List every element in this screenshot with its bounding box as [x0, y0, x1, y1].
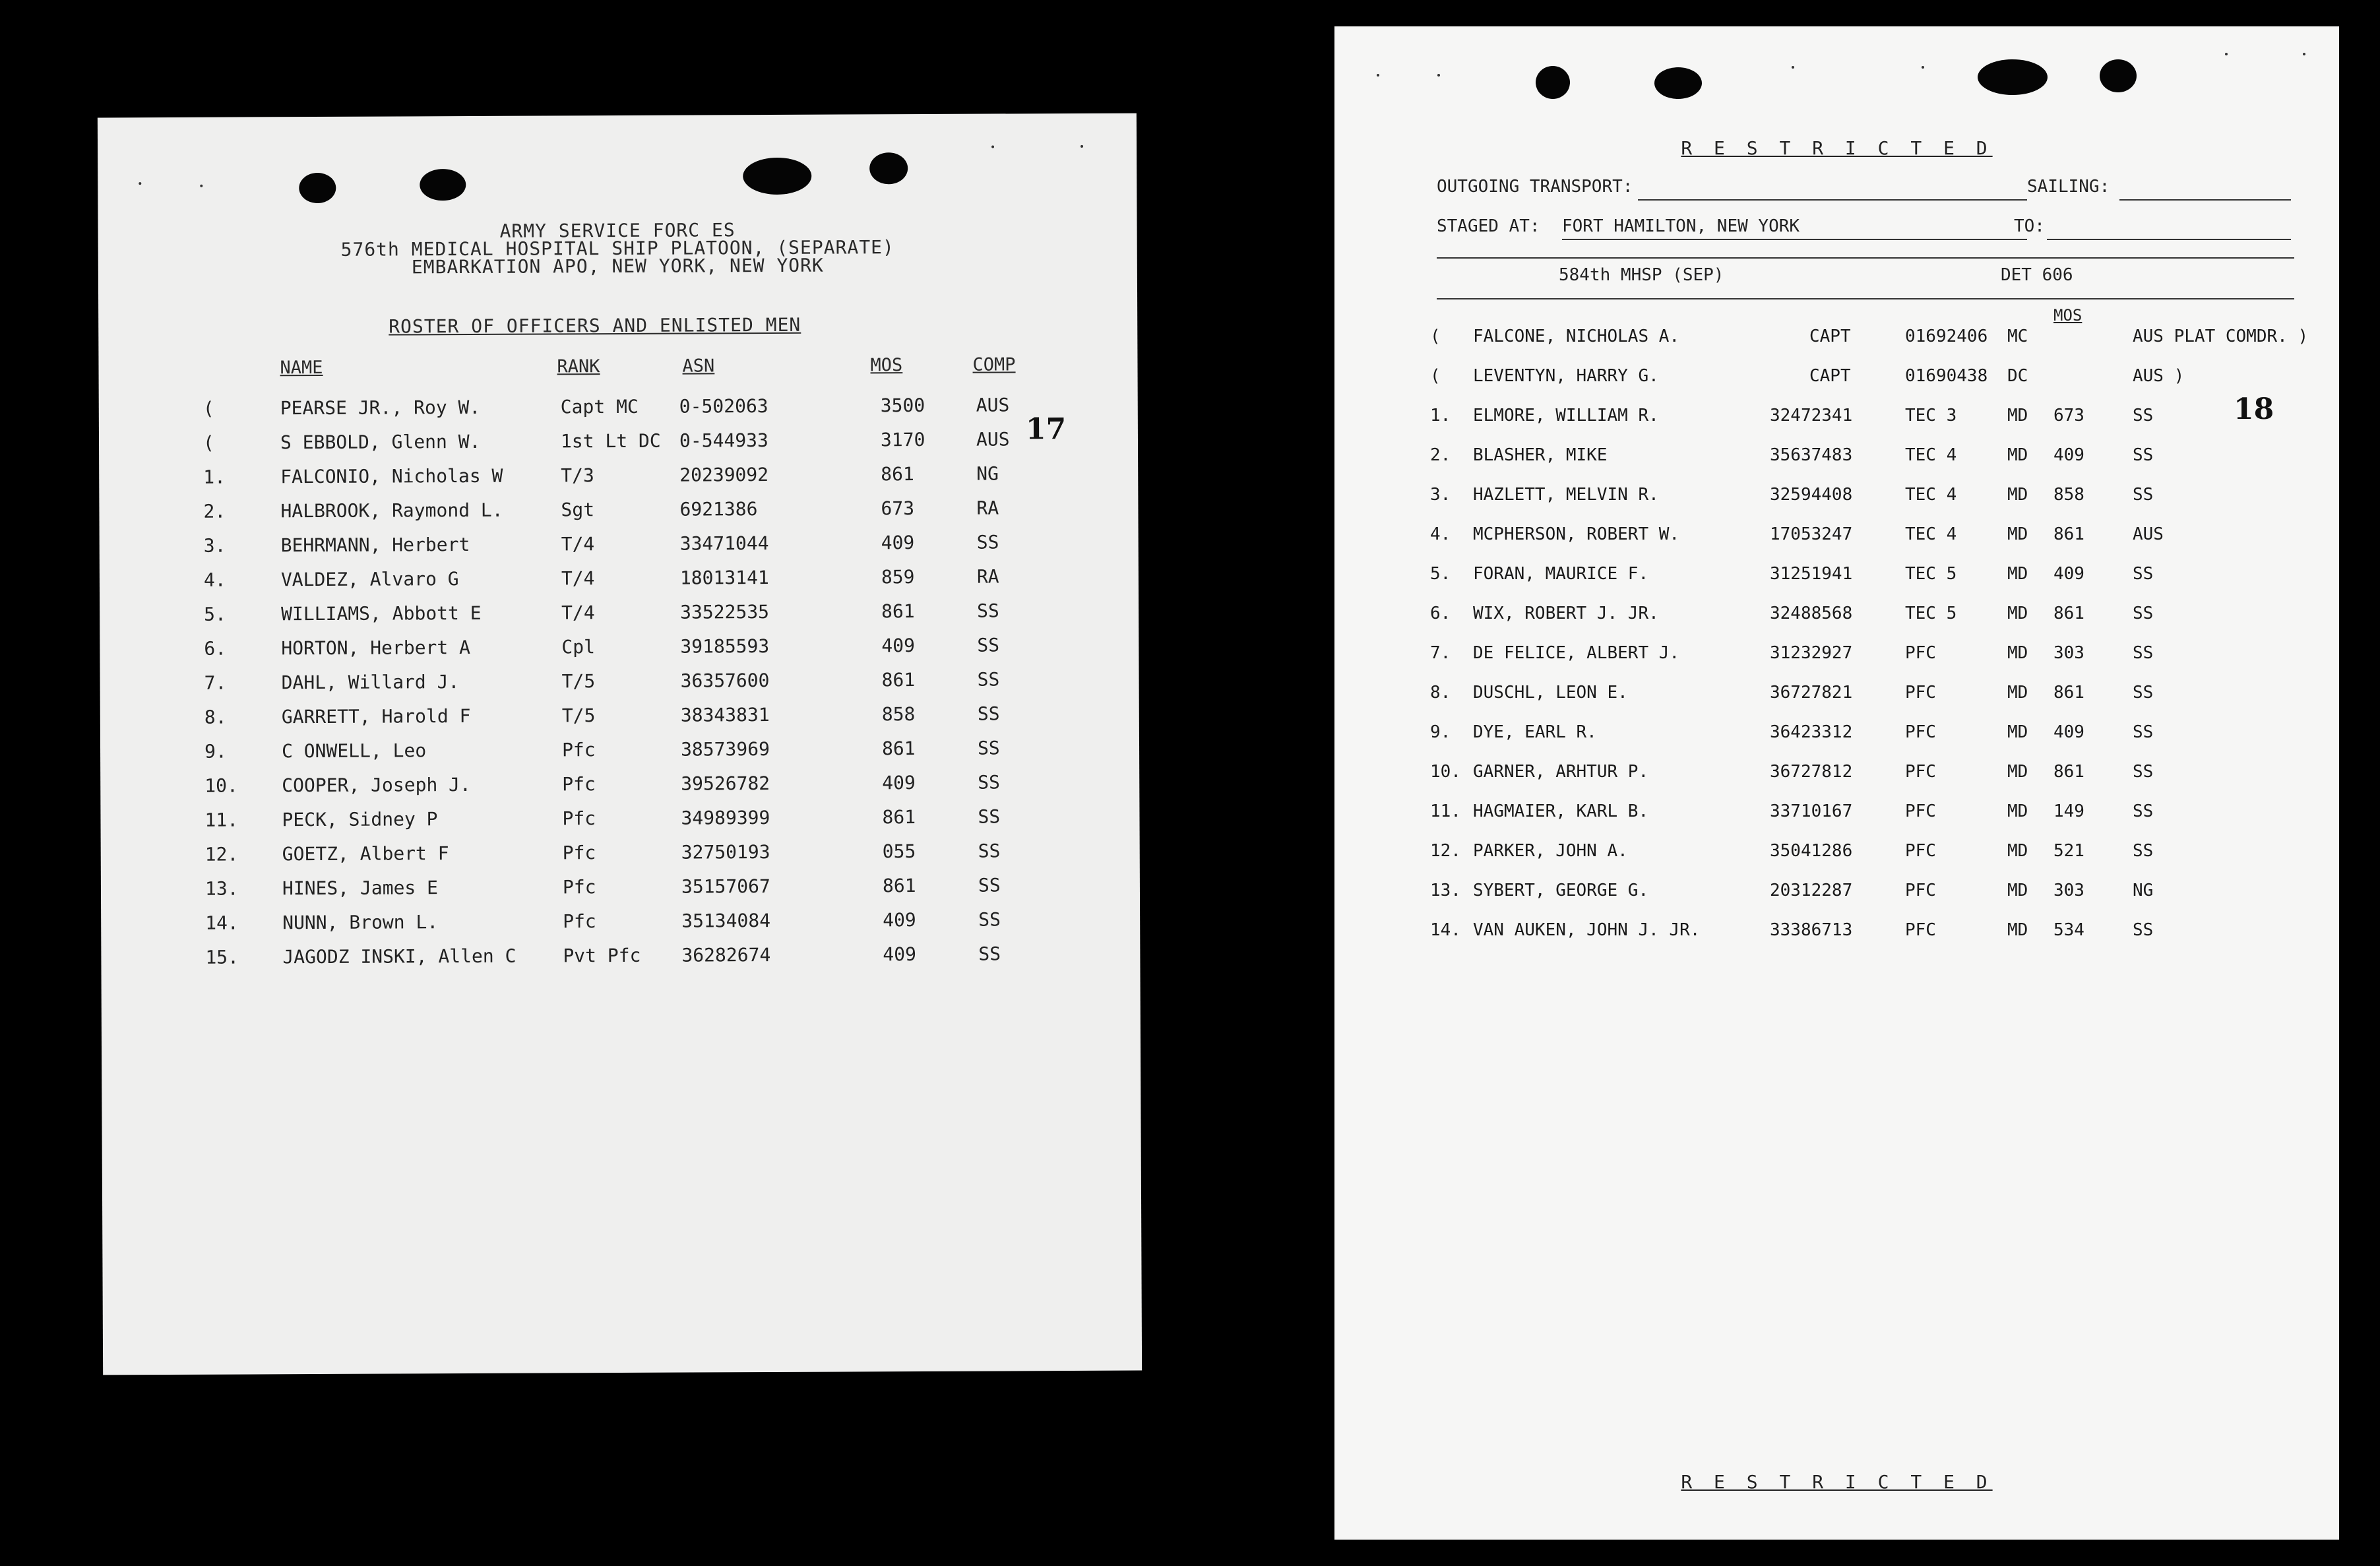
asn-cell: 0-502063 [679, 395, 768, 418]
comp-cell: SS [977, 703, 1000, 725]
name-cell: FORAN, MAURICE F. [1473, 564, 1649, 584]
row-index: 11. [204, 809, 239, 831]
rank-cell: CAPT [1809, 366, 1851, 386]
asn-cell: 38343831 [680, 704, 770, 726]
comp-cell: SS [2133, 643, 2154, 663]
row-index: 9. [1430, 722, 1451, 742]
table-row [1334, 683, 2339, 712]
branch-cell: MD [2007, 801, 2028, 821]
divider-bottom [1437, 298, 2294, 299]
table-row [1334, 881, 2339, 910]
comp-cell: SS [977, 737, 1000, 759]
mos-cell: 303 [2053, 881, 2084, 900]
name-cell: NUNN, Brown L. [282, 911, 439, 934]
mos-cell: 673 [881, 497, 915, 520]
staged-at-label: STAGED AT: [1437, 216, 1540, 236]
branch-cell: MD [2007, 841, 2028, 861]
table-row [1334, 801, 2339, 830]
rank-cell: PFC [1905, 841, 1936, 861]
row-index: 8. [1430, 683, 1451, 703]
mos-cell: 861 [2053, 762, 2084, 782]
comp-cell: AUS ) [2133, 366, 2185, 386]
name-cell: DAHL, Willard J. [281, 671, 460, 694]
mos-cell: 861 [881, 600, 915, 623]
rank-cell: PFC [1905, 643, 1936, 663]
comp-cell: SS [978, 874, 1001, 896]
rank-cell: CAPT [1809, 327, 1851, 346]
table-row [1334, 366, 2339, 395]
punch-hole [743, 158, 811, 195]
row-index: 13. [204, 877, 239, 900]
asn-cell: 39526782 [681, 772, 770, 795]
row-index: 10. [1430, 762, 1461, 782]
asn-cell: 33710167 [1770, 801, 1853, 821]
branch-cell: MD [2007, 683, 2028, 703]
name-cell: DE FELICE, ALBERT J. [1473, 643, 1680, 663]
rank-cell: Pfc [562, 773, 596, 796]
staged-at-value: FORT HAMILTON, NEW YORK [1562, 216, 1800, 236]
name-cell: PARKER, JOHN A. [1473, 841, 1628, 861]
table-row [101, 874, 1140, 905]
row-index: 6. [204, 637, 227, 660]
asn-cell: 35134084 [681, 910, 771, 932]
comp-cell: SS [2133, 801, 2154, 821]
table-row [100, 805, 1139, 836]
name-cell: LEVENTYN, HARRY G. [1473, 366, 1659, 386]
branch-cell: MD [2007, 524, 2028, 544]
col-asn-header: ASN [682, 356, 715, 377]
punch-hole [420, 169, 466, 201]
rank-cell: Pfc [563, 910, 596, 933]
sailing-line [2119, 199, 2291, 201]
row-index: 8. [204, 706, 227, 728]
name-cell: GOETZ, Albert F [282, 842, 449, 865]
comp-cell: SS [978, 805, 1001, 828]
header-line-1: ARMY SERVICE FORC ES [499, 219, 736, 242]
branch-cell: MD [2007, 445, 2028, 465]
to-label: TO: [2014, 216, 2045, 236]
mos-cell: 149 [2053, 801, 2084, 821]
name-cell: HALBROOK, Raymond L. [280, 499, 503, 522]
branch-cell: MD [2007, 881, 2028, 900]
asn-cell: 38573969 [680, 738, 770, 761]
rank-cell: PFC [1905, 762, 1936, 782]
row-index: 7. [1430, 643, 1451, 663]
col-mos-header: MOS [870, 355, 903, 376]
comp-cell: SS [2133, 920, 2154, 940]
row-index: 12. [1430, 841, 1461, 861]
mos-cell: 861 [2053, 604, 2084, 623]
col-rank-header: RANK [557, 356, 600, 377]
mos-cell: 534 [2053, 920, 2084, 940]
row-index: 14. [205, 912, 239, 934]
comp-cell: SS [978, 943, 1001, 965]
speck [991, 146, 994, 148]
asn-cell: 36727812 [1770, 762, 1853, 782]
mos-cell: 861 [2053, 524, 2084, 544]
rank-cell: 1st Lt DC [560, 429, 661, 453]
rank-cell: Pfc [562, 876, 596, 898]
asn-cell: 35041286 [1770, 841, 1853, 861]
speck [1922, 66, 1924, 69]
rank-cell: T/4 [561, 533, 595, 555]
comp-cell: NG [976, 462, 999, 485]
row-index: 11. [1430, 801, 1461, 821]
punch-hole [1654, 67, 1702, 99]
speck [2303, 53, 2305, 55]
comp-cell: RA [976, 497, 999, 519]
name-cell: DYE, EARL R. [1473, 722, 1597, 742]
asn-cell: 31232927 [1770, 643, 1853, 663]
row-index: 7. [204, 672, 227, 694]
mos-cell: 303 [2053, 643, 2084, 663]
row-index: 4. [1430, 524, 1451, 544]
mos-cell: 861 [881, 737, 916, 760]
name-cell: HINES, James E [282, 877, 439, 900]
row-index: ( [1430, 366, 1441, 386]
comp-cell: SS [978, 840, 1001, 862]
comp-cell: SS [977, 634, 1000, 656]
comp-cell: SS [976, 531, 999, 553]
speck [139, 182, 141, 185]
name-cell: HAGMAIER, KARL B. [1473, 801, 1649, 821]
asn-cell: 20239092 [679, 464, 769, 486]
asn-cell: 17053247 [1770, 524, 1853, 544]
comp-cell: SS [2133, 762, 2154, 782]
mos-cell: 409 [2053, 445, 2084, 465]
name-cell: ELMORE, WILLIAM R. [1473, 406, 1659, 425]
asn-cell: 36357600 [680, 670, 770, 692]
asn-cell: 32750193 [681, 841, 770, 863]
mos-cell: 858 [881, 703, 916, 726]
det-label: DET 606 [2001, 265, 2073, 285]
name-cell: GARNER, ARHTUR P. [1473, 762, 1649, 782]
mos-cell: 409 [883, 943, 917, 966]
roster-title: ROSTER OF OFFICERS AND ENLISTED MEN [389, 313, 801, 338]
rank-cell: Pfc [562, 842, 596, 864]
table-row [101, 943, 1140, 974]
comp-cell: SS [978, 908, 1001, 931]
asn-cell: 39185593 [680, 635, 770, 658]
rank-cell: Pvt Pfc [563, 944, 641, 967]
mos-cell: 673 [2053, 406, 2084, 425]
asn-cell: 33471044 [679, 532, 769, 555]
rank-cell: Sgt [561, 499, 595, 521]
name-cell: VALDEZ, Alvaro G [280, 568, 459, 591]
comp-cell: AUS PLAT COMDR. ) [2133, 327, 2309, 346]
table-row [1334, 841, 2339, 870]
mos-header: MOS [2053, 306, 2082, 325]
name-cell: GARRETT, Harold F [281, 705, 471, 728]
asn-cell: 32488568 [1770, 604, 1853, 623]
comp-cell: SS [2133, 406, 2154, 425]
table-row [100, 737, 1139, 768]
rank-cell: TEC 4 [1905, 485, 1957, 505]
table-row [1334, 564, 2339, 593]
branch-cell: MC [2007, 327, 2028, 346]
punch-hole [2100, 59, 2137, 92]
table-row [101, 840, 1140, 871]
name-cell: VAN AUKEN, JOHN J. JR. [1473, 920, 1701, 940]
branch-cell: MD [2007, 604, 2028, 623]
rank-cell: T/4 [561, 602, 595, 624]
table-row [1334, 327, 2339, 356]
to-line [2047, 239, 2291, 240]
col-comp-header: COMP [972, 354, 1016, 375]
row-index: 2. [203, 500, 226, 522]
right-roster-page [1334, 26, 2339, 1540]
name-cell: MCPHERSON, ROBERT W. [1473, 524, 1680, 544]
table-row [100, 703, 1139, 734]
serial-cell: 01690438 [1905, 366, 1988, 386]
punch-hole [299, 173, 336, 203]
mos-cell: 859 [881, 566, 915, 588]
table-row [100, 771, 1139, 802]
branch-cell: DC [2007, 366, 2028, 386]
asn-cell: 32594408 [1770, 485, 1853, 505]
rank-cell: TEC 5 [1905, 604, 1957, 623]
table-row [99, 428, 1138, 459]
rank-cell: PFC [1905, 920, 1936, 940]
header-line-2: 576th MEDICAL HOSPITAL SHIP PLATOON, (SEPARATE) [340, 236, 894, 261]
row-index: 2. [1430, 445, 1451, 465]
name-cell: WILLIAMS, Abbott E [281, 602, 482, 625]
mos-cell: 861 [881, 463, 914, 485]
rank-cell: TEC 4 [1905, 445, 1957, 465]
speck [1792, 66, 1794, 69]
row-index: 14. [1430, 920, 1461, 940]
row-index: 5. [1430, 564, 1451, 584]
row-index: 4. [203, 569, 226, 591]
punch-hole [869, 152, 908, 184]
rank-cell: T/5 [561, 705, 596, 727]
comp-cell: SS [2133, 445, 2154, 465]
name-cell: C ONWELL, Leo [281, 739, 427, 763]
mos-cell: 409 [882, 772, 916, 794]
mos-cell: 409 [2053, 564, 2084, 584]
comp-cell: AUS [2133, 524, 2164, 544]
comp-cell: SS [978, 771, 1001, 794]
mos-cell: 3500 [880, 394, 925, 417]
table-row [100, 565, 1139, 596]
name-cell: JAGODZ INSKI, Allen C [282, 945, 517, 968]
asn-cell: 34989399 [681, 807, 770, 829]
table-row [1334, 722, 2339, 751]
name-cell: DUSCHL, LEON E. [1473, 683, 1628, 703]
speck [200, 185, 203, 187]
rank-cell: PFC [1905, 881, 1936, 900]
asn-cell: 31251941 [1770, 564, 1853, 584]
branch-cell: MD [2007, 920, 2028, 940]
row-index: 13. [1430, 881, 1461, 900]
restricted-footer: R E S T R I C T E D [1681, 1471, 1993, 1493]
table-row [1334, 604, 2339, 633]
branch-cell: MD [2007, 564, 2028, 584]
restricted-title: R E S T R I C T E D [1681, 137, 1993, 159]
row-index: 6. [1430, 604, 1451, 623]
divider-top [1437, 257, 2294, 259]
name-cell: HORTON, Herbert A [281, 636, 471, 660]
asn-cell: 35637483 [1770, 445, 1853, 465]
sailing-label: SAILING: [2027, 177, 2110, 197]
rank-cell: TEC 3 [1905, 406, 1957, 425]
row-index: 10. [204, 774, 238, 797]
row-index: 9. [204, 740, 227, 763]
comp-cell: NG [2133, 881, 2154, 900]
mos-cell: 409 [881, 635, 916, 657]
speck [1080, 145, 1083, 148]
branch-cell: MD [2007, 722, 2028, 742]
left-roster-page [98, 113, 1142, 1375]
row-index: 12. [204, 843, 239, 865]
asn-cell: 33522535 [680, 601, 770, 623]
comp-cell: SS [2133, 722, 2154, 742]
row-index: ( [203, 431, 214, 454]
asn-cell: 36727821 [1770, 683, 1853, 703]
speck [2225, 53, 2228, 55]
mos-cell: 3170 [880, 428, 925, 451]
mos-cell: 861 [882, 806, 916, 829]
branch-cell: MD [2007, 643, 2028, 663]
name-cell: BLASHER, MIKE [1473, 445, 1608, 465]
branch-cell: MD [2007, 762, 2028, 782]
name-cell: BEHRMANN, Herbert [280, 533, 470, 557]
rank-cell: PFC [1905, 683, 1936, 703]
table-row [100, 600, 1139, 631]
rank-cell: PFC [1905, 722, 1936, 742]
rank-cell: Pfc [561, 739, 596, 761]
name-cell: FALCONE, NICHOLAS A. [1473, 327, 1680, 346]
rank-cell: Pfc [562, 807, 596, 830]
table-row [1334, 406, 2339, 435]
asn-cell: 36423312 [1770, 722, 1853, 742]
comp-cell: RA [976, 565, 999, 588]
rank-cell: Capt MC [560, 395, 639, 418]
col-name-header: NAME [280, 357, 323, 379]
table-row [101, 908, 1140, 939]
outgoing-transport-label: OUTGOING TRANSPORT: [1437, 177, 1633, 197]
asn-cell: 18013141 [679, 567, 769, 589]
branch-cell: MD [2007, 485, 2028, 505]
table-row [99, 497, 1138, 528]
table-row [1334, 485, 2339, 514]
comp-cell: SS [2133, 683, 2154, 703]
mos-cell: 858 [2053, 485, 2084, 505]
table-row [1334, 524, 2339, 553]
asn-cell: 33386713 [1770, 920, 1853, 940]
row-index: ( [1430, 327, 1441, 346]
comp-cell: SS [977, 600, 999, 622]
table-row [99, 462, 1138, 493]
mos-cell: 861 [2053, 683, 2084, 703]
punch-hole [1536, 66, 1570, 99]
header-line-3: EMBARKATION APO, NEW YORK, NEW YORK [411, 254, 824, 278]
outgoing-transport-line [1638, 199, 2027, 201]
serial-cell: 01692406 [1905, 327, 1988, 346]
row-index: 5. [204, 603, 226, 625]
name-cell: SYBERT, GEORGE G. [1473, 881, 1649, 900]
table-row [1334, 762, 2339, 791]
asn-cell: 32472341 [1770, 406, 1853, 425]
comp-cell: SS [2133, 841, 2154, 861]
row-index: 1. [1430, 406, 1451, 425]
comp-cell: SS [2133, 485, 2154, 505]
unit-label: 584th MHSP (SEP) [1559, 265, 1724, 285]
table-row [1334, 920, 2339, 949]
name-cell: COOPER, Joseph J. [282, 773, 471, 797]
staged-at-line [1562, 239, 2027, 240]
rank-cell: TEC 4 [1905, 524, 1957, 544]
table-row [99, 394, 1138, 425]
asn-cell: 6921386 [679, 498, 758, 520]
page-number: 18 [2234, 392, 2274, 426]
punch-hole [1978, 59, 2048, 95]
row-index: ( [203, 397, 214, 420]
rank-cell: T/5 [561, 670, 596, 693]
speck [1437, 74, 1440, 77]
comp-cell: AUS [976, 394, 1010, 416]
comp-cell: SS [2133, 564, 2154, 584]
comp-cell: SS [2133, 604, 2154, 623]
branch-cell: MD [2007, 406, 2028, 425]
rank-cell: T/4 [561, 567, 595, 590]
asn-cell: 36282674 [681, 944, 771, 966]
asn-cell: 0-544933 [679, 429, 768, 452]
row-index: 15. [205, 946, 239, 968]
mos-cell: 861 [882, 875, 916, 897]
mos-cell: 055 [882, 840, 916, 863]
name-cell: HAZLETT, MELVIN R. [1473, 485, 1659, 505]
mos-cell: 409 [881, 532, 915, 554]
name-cell: S EBBOLD, Glenn W. [280, 430, 481, 454]
table-row [1334, 445, 2339, 474]
table-row [100, 634, 1139, 665]
rank-cell: Cpl [561, 636, 596, 658]
name-cell: FALCONIO, Nicholas W [280, 464, 503, 488]
table-row [100, 668, 1139, 699]
asn-cell: 20312287 [1770, 881, 1853, 900]
mos-cell: 861 [881, 669, 916, 691]
mos-cell: 521 [2053, 841, 2084, 861]
mos-cell: 409 [2053, 722, 2084, 742]
asn-cell: 35157067 [681, 875, 770, 898]
rank-cell: T/3 [561, 464, 594, 487]
speck [1377, 74, 1379, 77]
table-row [100, 531, 1139, 562]
row-index: 3. [1430, 485, 1451, 505]
row-index: 3. [203, 534, 226, 557]
rank-cell: PFC [1905, 801, 1936, 821]
comp-cell: AUS [976, 428, 1010, 451]
table-row [1334, 643, 2339, 672]
name-cell: PECK, Sidney P [282, 808, 438, 831]
rank-cell: TEC 5 [1905, 564, 1957, 584]
row-index: 1. [203, 466, 226, 488]
mos-cell: 409 [883, 909, 916, 931]
comp-cell: SS [977, 668, 1000, 691]
page-number: 17 [1025, 412, 1067, 447]
name-cell: WIX, ROBERT J. JR. [1473, 604, 1659, 623]
name-cell: PEARSE JR., Roy W. [280, 396, 481, 420]
